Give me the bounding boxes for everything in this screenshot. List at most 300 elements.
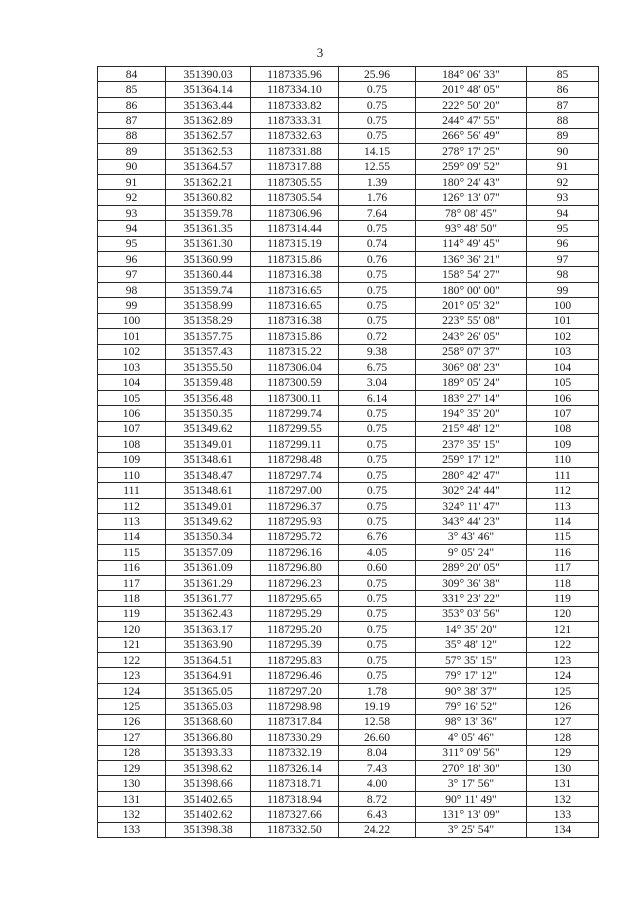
distance-cell: 0.75 xyxy=(339,575,416,590)
y-coordinate-cell: 1187306.04 xyxy=(251,360,339,375)
bearing-cell: 201° 05' 32" xyxy=(416,298,527,313)
next-point-cell: 93 xyxy=(527,190,599,205)
bearing-cell: 180° 24' 43" xyxy=(416,174,527,189)
y-coordinate-cell: 1187295.29 xyxy=(251,606,339,621)
next-point-cell: 108 xyxy=(527,421,599,436)
point-number-cell: 133 xyxy=(98,822,166,837)
table-row xyxy=(98,360,599,375)
x-coordinate-cell: 351398.62 xyxy=(166,760,251,775)
next-point-cell: 90 xyxy=(527,144,599,159)
bearing-cell: 131° 13' 09" xyxy=(416,807,527,822)
bearing-cell: 223° 55' 08" xyxy=(416,313,527,328)
x-coordinate-cell: 351393.33 xyxy=(166,745,251,760)
bearing-cell: 237° 35' 15" xyxy=(416,437,527,452)
next-point-cell: 95 xyxy=(527,221,599,236)
bearing-cell: 201° 48' 05" xyxy=(416,82,527,97)
distance-cell: 6.43 xyxy=(339,807,416,822)
table-row xyxy=(98,174,599,189)
y-coordinate-cell: 1187296.46 xyxy=(251,668,339,683)
bearing-cell: 35° 48' 12" xyxy=(416,637,527,652)
bearing-cell: 114° 49' 45" xyxy=(416,236,527,251)
table-row xyxy=(98,637,599,652)
bearing-cell: 302° 24' 44" xyxy=(416,483,527,498)
bearing-cell: 180° 00' 00" xyxy=(416,282,527,297)
point-number-cell: 131 xyxy=(98,791,166,806)
x-coordinate-cell: 351358.99 xyxy=(166,298,251,313)
x-coordinate-cell: 351359.48 xyxy=(166,375,251,390)
next-point-cell: 100 xyxy=(527,298,599,313)
point-number-cell: 111 xyxy=(98,483,166,498)
next-point-cell: 131 xyxy=(527,776,599,791)
y-coordinate-cell: 1187316.65 xyxy=(251,282,339,297)
distance-cell: 0.75 xyxy=(339,82,416,97)
distance-cell: 8.72 xyxy=(339,791,416,806)
next-point-cell: 113 xyxy=(527,498,599,513)
x-coordinate-cell: 351361.77 xyxy=(166,591,251,606)
distance-cell: 0.75 xyxy=(339,421,416,436)
next-point-cell: 123 xyxy=(527,653,599,668)
table-row xyxy=(98,822,599,837)
table-row xyxy=(98,205,599,220)
distance-cell: 0.75 xyxy=(339,97,416,112)
y-coordinate-cell: 1187298.98 xyxy=(251,699,339,714)
distance-cell: 0.75 xyxy=(339,437,416,452)
distance-cell: 1.39 xyxy=(339,174,416,189)
next-point-cell: 105 xyxy=(527,375,599,390)
point-number-cell: 114 xyxy=(98,529,166,544)
distance-cell: 0.75 xyxy=(339,128,416,143)
x-coordinate-cell: 351362.21 xyxy=(166,174,251,189)
bearing-cell: 184° 06' 33" xyxy=(416,67,527,82)
table-row xyxy=(98,113,599,128)
distance-cell: 6.76 xyxy=(339,529,416,544)
table-row xyxy=(98,67,599,82)
x-coordinate-cell: 351361.29 xyxy=(166,575,251,590)
y-coordinate-cell: 1187297.74 xyxy=(251,467,339,482)
bearing-cell: 289° 20' 05" xyxy=(416,560,527,575)
y-coordinate-cell: 1187300.59 xyxy=(251,375,339,390)
y-coordinate-cell: 1187317.84 xyxy=(251,714,339,729)
x-coordinate-cell: 351362.53 xyxy=(166,144,251,159)
distance-cell: 0.75 xyxy=(339,498,416,513)
next-point-cell: 127 xyxy=(527,714,599,729)
point-number-cell: 110 xyxy=(98,467,166,482)
bearing-cell: 306° 08' 23" xyxy=(416,360,527,375)
bearing-cell: 324° 11' 47" xyxy=(416,498,527,513)
point-number-cell: 113 xyxy=(98,514,166,529)
next-point-cell: 103 xyxy=(527,344,599,359)
next-point-cell: 116 xyxy=(527,545,599,560)
distance-cell: 0.75 xyxy=(339,483,416,498)
distance-cell: 0.60 xyxy=(339,560,416,575)
y-coordinate-cell: 1187295.20 xyxy=(251,622,339,637)
distance-cell: 8.04 xyxy=(339,745,416,760)
next-point-cell: 124 xyxy=(527,668,599,683)
distance-cell: 0.75 xyxy=(339,591,416,606)
point-number-cell: 102 xyxy=(98,344,166,359)
x-coordinate-cell: 351356.48 xyxy=(166,390,251,405)
y-coordinate-cell: 1187318.71 xyxy=(251,776,339,791)
table-row xyxy=(98,760,599,775)
bearing-cell: 93° 48' 50" xyxy=(416,221,527,236)
bearing-cell: 258° 07' 37" xyxy=(416,344,527,359)
point-number-cell: 85 xyxy=(98,82,166,97)
x-coordinate-cell: 351390.03 xyxy=(166,67,251,82)
table-row xyxy=(98,467,599,482)
y-coordinate-cell: 1187316.38 xyxy=(251,313,339,328)
next-point-cell: 96 xyxy=(527,236,599,251)
bearing-cell: 9° 05' 24" xyxy=(416,545,527,560)
x-coordinate-cell: 351350.35 xyxy=(166,406,251,421)
point-number-cell: 94 xyxy=(98,221,166,236)
y-coordinate-cell: 1187297.20 xyxy=(251,683,339,698)
table-row xyxy=(98,560,599,575)
next-point-cell: 126 xyxy=(527,699,599,714)
point-number-cell: 103 xyxy=(98,360,166,375)
distance-cell: 25.96 xyxy=(339,67,416,82)
point-number-cell: 86 xyxy=(98,97,166,112)
x-coordinate-cell: 351398.38 xyxy=(166,822,251,837)
point-number-cell: 106 xyxy=(98,406,166,421)
next-point-cell: 132 xyxy=(527,791,599,806)
y-coordinate-cell: 1187334.10 xyxy=(251,82,339,97)
x-coordinate-cell: 351358.29 xyxy=(166,313,251,328)
x-coordinate-cell: 351348.61 xyxy=(166,452,251,467)
bearing-cell: 244° 47' 55" xyxy=(416,113,527,128)
page-number: 3 xyxy=(316,45,324,60)
bearing-cell: 259° 09' 52" xyxy=(416,159,527,174)
y-coordinate-cell: 1187314.44 xyxy=(251,221,339,236)
distance-cell: 1.76 xyxy=(339,190,416,205)
y-coordinate-cell: 1187295.39 xyxy=(251,637,339,652)
x-coordinate-cell: 351362.57 xyxy=(166,128,251,143)
next-point-cell: 88 xyxy=(527,113,599,128)
table-row xyxy=(98,730,599,745)
x-coordinate-cell: 351357.75 xyxy=(166,329,251,344)
x-coordinate-cell: 351359.78 xyxy=(166,205,251,220)
x-coordinate-cell: 351362.43 xyxy=(166,606,251,621)
y-coordinate-cell: 1187299.11 xyxy=(251,437,339,452)
point-number-cell: 98 xyxy=(98,282,166,297)
point-number-cell: 109 xyxy=(98,452,166,467)
x-coordinate-cell: 351349.62 xyxy=(166,421,251,436)
table-row xyxy=(98,683,599,698)
next-point-cell: 130 xyxy=(527,760,599,775)
point-number-cell: 123 xyxy=(98,668,166,683)
x-coordinate-cell: 351355.50 xyxy=(166,360,251,375)
x-coordinate-cell: 351349.01 xyxy=(166,498,251,513)
y-coordinate-cell: 1187316.65 xyxy=(251,298,339,313)
y-coordinate-cell: 1187306.96 xyxy=(251,205,339,220)
bearing-cell: 266° 56' 49" xyxy=(416,128,527,143)
point-number-cell: 105 xyxy=(98,390,166,405)
x-coordinate-cell: 351357.43 xyxy=(166,344,251,359)
distance-cell: 19.19 xyxy=(339,699,416,714)
y-coordinate-cell: 1187315.22 xyxy=(251,344,339,359)
distance-cell: 12.55 xyxy=(339,159,416,174)
x-coordinate-cell: 351350.34 xyxy=(166,529,251,544)
y-coordinate-cell: 1187326.14 xyxy=(251,760,339,775)
next-point-cell: 99 xyxy=(527,282,599,297)
table-row xyxy=(98,329,599,344)
y-coordinate-cell: 1187305.54 xyxy=(251,190,339,205)
bearing-cell: 311° 09' 56" xyxy=(416,745,527,760)
bearing-cell: 270° 18' 30" xyxy=(416,760,527,775)
bearing-cell: 4° 05' 46" xyxy=(416,730,527,745)
bearing-cell: 353° 03' 56" xyxy=(416,606,527,621)
table-row xyxy=(98,344,599,359)
y-coordinate-cell: 1187333.82 xyxy=(251,97,339,112)
bearing-cell: 278° 17' 25" xyxy=(416,144,527,159)
distance-cell: 0.75 xyxy=(339,298,416,313)
bearing-cell: 126° 13' 07" xyxy=(416,190,527,205)
x-coordinate-cell: 351368.60 xyxy=(166,714,251,729)
x-coordinate-cell: 351359.74 xyxy=(166,282,251,297)
x-coordinate-cell: 351402.62 xyxy=(166,807,251,822)
x-coordinate-cell: 351363.17 xyxy=(166,622,251,637)
point-number-cell: 119 xyxy=(98,606,166,621)
distance-cell: 14.15 xyxy=(339,144,416,159)
bearing-cell: 194° 35' 20" xyxy=(416,406,527,421)
next-point-cell: 110 xyxy=(527,452,599,467)
bearing-cell: 183° 27' 14" xyxy=(416,390,527,405)
x-coordinate-cell: 351364.51 xyxy=(166,653,251,668)
next-point-cell: 125 xyxy=(527,683,599,698)
x-coordinate-cell: 351360.44 xyxy=(166,267,251,282)
y-coordinate-cell: 1187299.55 xyxy=(251,421,339,436)
point-number-cell: 121 xyxy=(98,637,166,652)
bearing-cell: 243° 26' 05" xyxy=(416,329,527,344)
bearing-cell: 331° 23' 22" xyxy=(416,591,527,606)
table-row xyxy=(98,668,599,683)
table-row xyxy=(98,807,599,822)
point-number-cell: 84 xyxy=(98,67,166,82)
x-coordinate-cell: 351361.30 xyxy=(166,236,251,251)
table-row xyxy=(98,575,599,590)
next-point-cell: 107 xyxy=(527,406,599,421)
point-number-cell: 107 xyxy=(98,421,166,436)
bearing-cell: 189° 05' 24" xyxy=(416,375,527,390)
table-row xyxy=(98,252,599,267)
bearing-cell: 90° 38' 37" xyxy=(416,683,527,698)
bearing-cell: 3° 25' 54" xyxy=(416,822,527,837)
y-coordinate-cell: 1187295.65 xyxy=(251,591,339,606)
table-row xyxy=(98,159,599,174)
distance-cell: 26.60 xyxy=(339,730,416,745)
y-coordinate-cell: 1187295.72 xyxy=(251,529,339,544)
point-number-cell: 125 xyxy=(98,699,166,714)
distance-cell: 9.38 xyxy=(339,344,416,359)
distance-cell: 0.74 xyxy=(339,236,416,251)
bearing-cell: 215° 48' 12" xyxy=(416,421,527,436)
next-point-cell: 92 xyxy=(527,174,599,189)
next-point-cell: 97 xyxy=(527,252,599,267)
next-point-cell: 91 xyxy=(527,159,599,174)
next-point-cell: 121 xyxy=(527,622,599,637)
point-number-cell: 87 xyxy=(98,113,166,128)
y-coordinate-cell: 1187331.88 xyxy=(251,144,339,159)
table-row xyxy=(98,776,599,791)
bearing-cell: 79° 16' 52" xyxy=(416,699,527,714)
distance-cell: 0.75 xyxy=(339,606,416,621)
point-number-cell: 132 xyxy=(98,807,166,822)
y-coordinate-cell: 1187296.37 xyxy=(251,498,339,513)
distance-cell: 7.64 xyxy=(339,205,416,220)
distance-cell: 0.75 xyxy=(339,452,416,467)
next-point-cell: 85 xyxy=(527,67,599,82)
table-row xyxy=(98,498,599,513)
bearing-cell: 90° 11' 49" xyxy=(416,791,527,806)
distance-cell: 0.72 xyxy=(339,329,416,344)
coordinates-table-body xyxy=(98,67,599,838)
point-number-cell: 122 xyxy=(98,653,166,668)
table-row xyxy=(98,791,599,806)
point-number-cell: 118 xyxy=(98,591,166,606)
point-number-cell: 93 xyxy=(98,205,166,220)
x-coordinate-cell: 351348.47 xyxy=(166,467,251,482)
point-number-cell: 127 xyxy=(98,730,166,745)
bearing-cell: 343° 44' 23" xyxy=(416,514,527,529)
table-row xyxy=(98,545,599,560)
bearing-cell: 309° 36' 38" xyxy=(416,575,527,590)
table-row xyxy=(98,483,599,498)
distance-cell: 0.75 xyxy=(339,313,416,328)
point-number-cell: 101 xyxy=(98,329,166,344)
point-number-cell: 124 xyxy=(98,683,166,698)
point-number-cell: 92 xyxy=(98,190,166,205)
distance-cell: 7.43 xyxy=(339,760,416,775)
point-number-cell: 96 xyxy=(98,252,166,267)
point-number-cell: 116 xyxy=(98,560,166,575)
bearing-cell: 259° 17' 12" xyxy=(416,452,527,467)
next-point-cell: 104 xyxy=(527,360,599,375)
bearing-cell: 78° 08' 45" xyxy=(416,205,527,220)
bearing-cell: 222° 50' 20" xyxy=(416,97,527,112)
table-row xyxy=(98,714,599,729)
table-row xyxy=(98,375,599,390)
table-row xyxy=(98,699,599,714)
x-coordinate-cell: 351361.09 xyxy=(166,560,251,575)
table-row xyxy=(98,622,599,637)
next-point-cell: 114 xyxy=(527,514,599,529)
distance-cell: 12.58 xyxy=(339,714,416,729)
x-coordinate-cell: 351364.14 xyxy=(166,82,251,97)
table-row xyxy=(98,236,599,251)
table-row xyxy=(98,144,599,159)
distance-cell: 3.04 xyxy=(339,375,416,390)
distance-cell: 0.75 xyxy=(339,637,416,652)
next-point-cell: 122 xyxy=(527,637,599,652)
bearing-cell: 57° 35' 15" xyxy=(416,653,527,668)
x-coordinate-cell: 351364.57 xyxy=(166,159,251,174)
distance-cell: 0.75 xyxy=(339,653,416,668)
table-row xyxy=(98,452,599,467)
distance-cell: 0.75 xyxy=(339,467,416,482)
next-point-cell: 112 xyxy=(527,483,599,498)
distance-cell: 4.00 xyxy=(339,776,416,791)
y-coordinate-cell: 1187316.38 xyxy=(251,267,339,282)
bearing-cell: 158° 54' 27" xyxy=(416,267,527,282)
x-coordinate-cell: 351402.65 xyxy=(166,791,251,806)
x-coordinate-cell: 351362.89 xyxy=(166,113,251,128)
next-point-cell: 128 xyxy=(527,730,599,745)
point-number-cell: 128 xyxy=(98,745,166,760)
y-coordinate-cell: 1187305.55 xyxy=(251,174,339,189)
table-row xyxy=(98,82,599,97)
point-number-cell: 130 xyxy=(98,776,166,791)
y-coordinate-cell: 1187332.50 xyxy=(251,822,339,837)
next-point-cell: 102 xyxy=(527,329,599,344)
next-point-cell: 111 xyxy=(527,467,599,482)
distance-cell: 0.75 xyxy=(339,622,416,637)
distance-cell: 0.75 xyxy=(339,668,416,683)
point-number-cell: 117 xyxy=(98,575,166,590)
distance-cell: 0.75 xyxy=(339,221,416,236)
x-coordinate-cell: 351361.35 xyxy=(166,221,251,236)
x-coordinate-cell: 351365.05 xyxy=(166,683,251,698)
next-point-cell: 120 xyxy=(527,606,599,621)
distance-cell: 0.75 xyxy=(339,113,416,128)
x-coordinate-cell: 351348.61 xyxy=(166,483,251,498)
x-coordinate-cell: 351366.80 xyxy=(166,730,251,745)
x-coordinate-cell: 351363.90 xyxy=(166,637,251,652)
point-number-cell: 108 xyxy=(98,437,166,452)
next-point-cell: 118 xyxy=(527,575,599,590)
distance-cell: 0.75 xyxy=(339,267,416,282)
table-row xyxy=(98,267,599,282)
point-number-cell: 104 xyxy=(98,375,166,390)
next-point-cell: 106 xyxy=(527,390,599,405)
bearing-cell: 98° 13' 36" xyxy=(416,714,527,729)
y-coordinate-cell: 1187333.31 xyxy=(251,113,339,128)
table-row xyxy=(98,529,599,544)
table-row xyxy=(98,514,599,529)
table-row xyxy=(98,421,599,436)
table-row xyxy=(98,298,599,313)
x-coordinate-cell: 351398.66 xyxy=(166,776,251,791)
point-number-cell: 88 xyxy=(98,128,166,143)
next-point-cell: 129 xyxy=(527,745,599,760)
y-coordinate-cell: 1187315.86 xyxy=(251,329,339,344)
table-row xyxy=(98,591,599,606)
y-coordinate-cell: 1187299.74 xyxy=(251,406,339,421)
distance-cell: 0.75 xyxy=(339,406,416,421)
x-coordinate-cell: 351349.62 xyxy=(166,514,251,529)
y-coordinate-cell: 1187318.94 xyxy=(251,791,339,806)
next-point-cell: 89 xyxy=(527,128,599,143)
distance-cell: 6.14 xyxy=(339,390,416,405)
y-coordinate-cell: 1187295.83 xyxy=(251,653,339,668)
table-row xyxy=(98,653,599,668)
y-coordinate-cell: 1187317.88 xyxy=(251,159,339,174)
x-coordinate-cell: 351360.82 xyxy=(166,190,251,205)
next-point-cell: 133 xyxy=(527,807,599,822)
x-coordinate-cell: 351349.01 xyxy=(166,437,251,452)
table-row xyxy=(98,606,599,621)
y-coordinate-cell: 1187315.86 xyxy=(251,252,339,267)
table-row xyxy=(98,313,599,328)
table-row xyxy=(98,437,599,452)
coordinates-table xyxy=(97,66,599,838)
y-coordinate-cell: 1187297.00 xyxy=(251,483,339,498)
point-number-cell: 89 xyxy=(98,144,166,159)
distance-cell: 1.78 xyxy=(339,683,416,698)
bearing-cell: 136° 36' 21" xyxy=(416,252,527,267)
point-number-cell: 115 xyxy=(98,545,166,560)
next-point-cell: 134 xyxy=(527,822,599,837)
y-coordinate-cell: 1187327.66 xyxy=(251,807,339,822)
table-row xyxy=(98,128,599,143)
